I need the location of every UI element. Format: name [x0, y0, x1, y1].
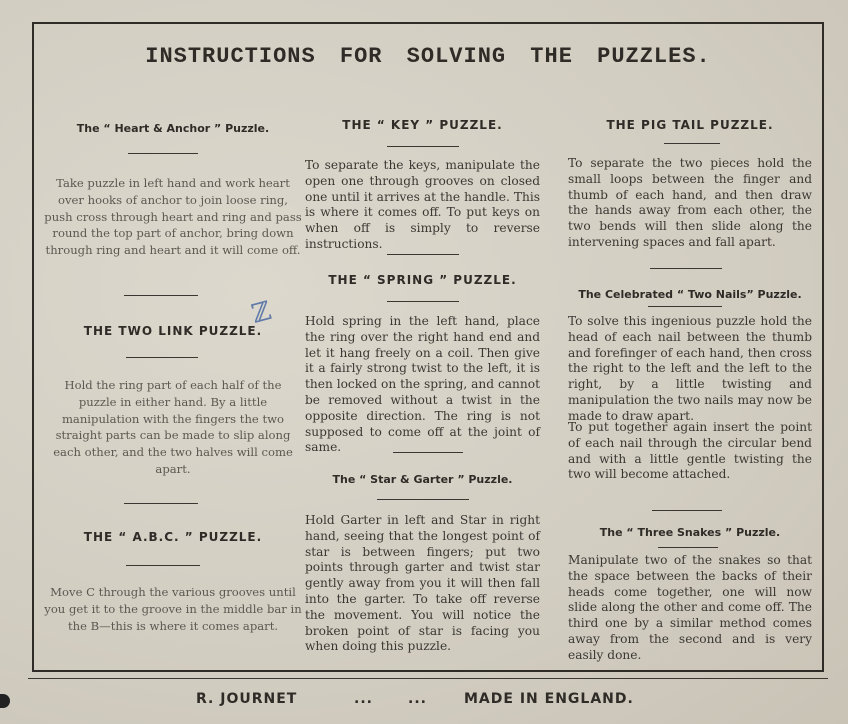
three-snakes-heading: The “ Three Snakes ” Puzzle. — [599, 526, 781, 539]
spring-text: Hold spring in the left hand, place the ring over the right hand end and let it hang freely on a coil. Then give it a fairly strong twist to the left, it is then locked on the spring, and cannot be removed without a twist in the opposite direction. The ring is not supposed to come off at the joint of same. — [305, 314, 540, 455]
two-link-heading: THE TWO LINK PUZZLE. — [83, 324, 263, 338]
two-nails-text-2: To put together again insert the point of each nail through the circular bend and with a little gentle twisting the two will become attached. — [568, 420, 812, 482]
two-nails-text: To solve this ingenious puzzle hold the head of each nail between the thumb and forefinger of each hand, then cross the right to the left and the left to the right, by a little twisting and manipulation the two nails may now be made to draw apart. — [568, 314, 812, 423]
spring-heading: THE “ SPRING ” PUZZLE. — [328, 273, 517, 287]
footer-dots: ... — [354, 691, 373, 707]
pig-tail-heading: THE PIG TAIL PUZZLE. — [606, 118, 774, 132]
divider — [387, 146, 459, 147]
three-snakes-text: Manipulate two of the snakes so that the space between the backs of their heads come together, one will now slide along the other and come off. The third one by a similar method comes away from the second and is very easily done. — [568, 553, 812, 662]
footer-rule — [28, 678, 828, 679]
abc-heading: THE “ A.B.C. ” PUZZLE. — [83, 530, 263, 544]
heart-anchor-heading: The “ Heart & Anchor ” Puzzle. — [76, 122, 270, 135]
pig-tail-text: To separate the two pieces hold the small loops between the finger and thumb of each hand, and then draw the hands away from each other, the two bends will then slide along the intervening spaces and fall apart. — [568, 156, 812, 249]
divider — [126, 357, 198, 358]
page-title: INSTRUCTIONS FOR SOLVING THE PUZZLES. — [145, 44, 711, 69]
footer-dots: ... — [408, 691, 427, 707]
divider — [650, 268, 722, 269]
heart-anchor-text: Take puzzle in left hand and work heart over hooks of anchor to join loose ring, push cross through heart and ring and pass round the top part of anchor, bring down through ring and heart and it will come off. — [44, 176, 302, 258]
ink-mark: ℤ — [248, 296, 275, 330]
divider — [124, 295, 198, 296]
star-garter-text: Hold Garter in left and Star in right hand, seeing that the longest point of star is between fingers; put two points through garter and twist star gently away from you it will then fall into the garter. To take off reverse the movement. You will notice the broken point of star is facing you when doing this puzzle. — [305, 513, 540, 654]
edge-mark — [0, 694, 10, 708]
footer-origin: MADE IN ENGLAND. — [464, 691, 634, 707]
footer-maker: R. JOURNET — [196, 691, 298, 707]
divider — [124, 503, 198, 504]
divider — [128, 153, 198, 154]
key-text: To separate the keys, manipulate the open one through grooves on closed one until it arrives at the handle. This is where it comes off. To put keys on when off is simply to reverse instructions. — [305, 158, 540, 251]
two-link-text: Hold the ring part of each half of the puzzle in either hand. By a little manipulation with the fingers the two straight parts can be made to slip along each other, and the two halves will come apart. — [53, 378, 293, 476]
divider — [377, 499, 469, 500]
divider — [393, 452, 463, 453]
divider — [387, 301, 459, 302]
divider — [126, 565, 200, 566]
divider — [648, 306, 722, 307]
divider — [658, 547, 718, 548]
star-garter-heading: The “ Star & Garter ” Puzzle. — [332, 473, 513, 486]
divider — [387, 254, 459, 255]
divider — [652, 510, 722, 511]
key-heading: THE “ KEY ” PUZZLE. — [342, 118, 503, 132]
two-nails-heading: The Celebrated “ Two Nails” Puzzle. — [578, 288, 802, 301]
divider — [664, 143, 720, 144]
abc-text: Move C through the various grooves until you get it to the groove in the middle bar in the B—this is where it comes apart. — [44, 585, 302, 633]
